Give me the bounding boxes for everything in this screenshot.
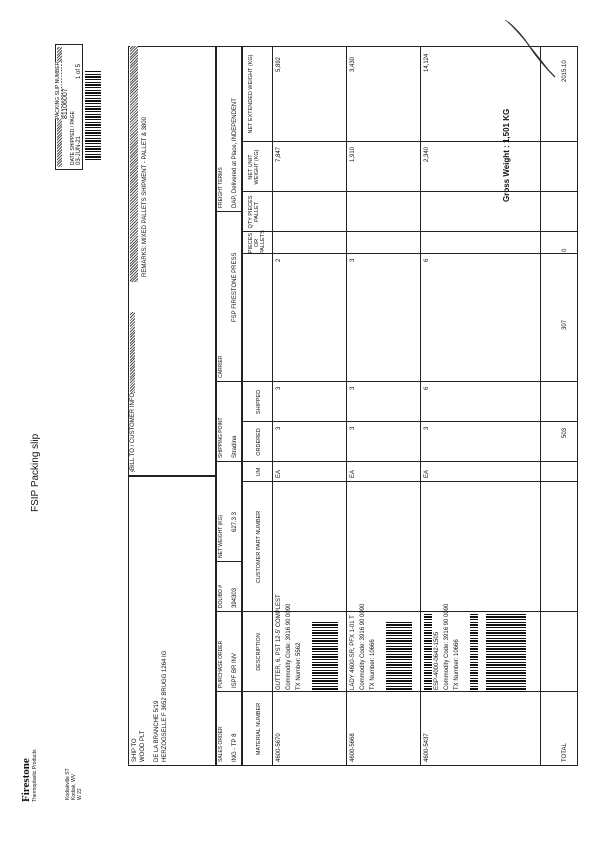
sales-order: ING - TP 8 bbox=[232, 733, 238, 762]
row-ext-weight: 5,892 bbox=[276, 56, 282, 72]
row-um: EA bbox=[424, 469, 430, 478]
doc-number-box bbox=[55, 44, 83, 170]
row-material: 4600-5437 bbox=[424, 733, 430, 762]
remarks-shading bbox=[130, 46, 138, 282]
doc-date-label: DATE SHIPPED / PAGE bbox=[70, 111, 76, 165]
bill-to-label: BILL TO / CUSTOMER INFO bbox=[130, 392, 136, 470]
net-weight: 627.3 3 bbox=[232, 511, 238, 532]
total-shipped: 307 bbox=[562, 319, 568, 330]
col-header-ordered: ORDERED bbox=[256, 428, 262, 456]
freight-terms-label: FREIGHT TERMS bbox=[218, 167, 224, 208]
col-header-pieces: PIECES OR PALLETS bbox=[248, 230, 266, 254]
row-tx-number: TX Number: 5562 bbox=[296, 642, 302, 690]
brand-block bbox=[20, 742, 38, 802]
sender-address-line: W 22 bbox=[77, 788, 83, 800]
row-material: 4600-5670 bbox=[276, 733, 282, 762]
ship-to-line: HERZOGSELLE F 3652 BRUGG 1264 IG bbox=[162, 650, 168, 762]
sales-order-label: SALES ORDER bbox=[218, 726, 224, 762]
dolibo-label: DOLIBO # bbox=[218, 584, 224, 608]
row-barcode bbox=[486, 612, 526, 692]
col-header-unit-weight: NET UNIT WEIGHT (KG) bbox=[248, 149, 260, 185]
row-ext-weight: 3,430 bbox=[350, 56, 356, 72]
row-um: EA bbox=[350, 469, 356, 478]
row-ordered: 3 bbox=[424, 426, 430, 430]
col-header-um: UM bbox=[256, 467, 262, 477]
purchase-order: ISPF BR INV bbox=[232, 652, 238, 688]
gross-weight-value: 1,501 KG bbox=[502, 108, 511, 144]
dolibo: 394303 bbox=[232, 587, 238, 608]
row-shipped: 3 bbox=[276, 386, 282, 390]
row-pieces: 3 bbox=[350, 258, 356, 262]
doc-page: 1 of 5 bbox=[76, 63, 82, 79]
net-weight-label: NET WEIGHT (KG) bbox=[218, 514, 224, 558]
remarks-text: REMARKS: MIXED PALLETS SHIPMENT - PALLET & 3800 bbox=[142, 117, 148, 277]
row-barcode bbox=[386, 622, 412, 692]
row-commodity: Commodity Code: 3916 90 0090 bbox=[360, 603, 366, 690]
gross-weight-label: Gross Weight : bbox=[502, 145, 511, 202]
sender-address bbox=[65, 768, 83, 800]
col-header-description: DESCRIPTION bbox=[256, 633, 262, 671]
row-um: EA bbox=[276, 469, 282, 478]
col-header-material: MATERIAL NUMBER bbox=[256, 702, 262, 756]
row-unit-weight: 1,910 bbox=[350, 146, 356, 162]
row-barcode bbox=[470, 612, 478, 692]
row-unit-weight: 7,847 bbox=[276, 146, 282, 162]
shipping-point: Stradina bbox=[232, 435, 238, 458]
ship-to-line: DE LA BRANCHE 5/19 bbox=[154, 700, 160, 762]
carrier: FSP FIRESTONE PRESS bbox=[232, 252, 238, 322]
carrier-label: CARRIER bbox=[218, 355, 224, 378]
row-shipped: 3 bbox=[350, 386, 356, 390]
total-ordered: 503 bbox=[562, 427, 568, 438]
row-tx-number: TX Number: 10666 bbox=[454, 639, 460, 690]
gross-weight bbox=[502, 109, 511, 202]
doc-date: 03-JUN-21 bbox=[76, 135, 82, 165]
row-barcode bbox=[312, 622, 338, 692]
brand-tagline: Thermoplastic Products bbox=[32, 749, 38, 802]
signature-mark bbox=[500, 12, 560, 82]
doc-number: 81106007 bbox=[62, 88, 69, 119]
doc-title: FSIP Packing slip bbox=[30, 433, 41, 512]
row-description: GUTTER, 6, PST 12-5' COMPLEST bbox=[276, 594, 282, 690]
sender-address-line: Kodiakville ST bbox=[65, 768, 71, 800]
doc-barcode bbox=[85, 70, 101, 160]
sender-address-line: Kodiak, WV bbox=[71, 773, 77, 800]
col-header-customer-part: CUSTOMER PART NUMBER bbox=[256, 510, 262, 584]
row-description: LADY 4600-SR, PFX 1-01 T bbox=[350, 615, 356, 690]
row-description: ESP-4000-0642-1505 bbox=[434, 631, 440, 690]
doc-number-label: PACKING SLIP NUMBER bbox=[55, 61, 61, 119]
ship-to-label: SHIP TO bbox=[132, 738, 138, 762]
shipping-point-label: SHIPPING POINT bbox=[218, 417, 224, 458]
row-commodity: Commodity Code: 3916 90 0090 bbox=[444, 603, 450, 690]
ship-to-box bbox=[128, 476, 216, 766]
row-material: 4600-5668 bbox=[350, 733, 356, 762]
row-unit-weight: 2,340 bbox=[424, 146, 430, 162]
col-header-qty: QTY PIECES PALLET bbox=[248, 195, 260, 229]
freight-terms: DAP, Delivered at Place, INDEPENDENT bbox=[232, 98, 238, 208]
col-header-shipped: SHIPPED bbox=[256, 389, 262, 415]
row-barcode bbox=[424, 612, 432, 692]
row-shipped: 6 bbox=[424, 386, 430, 390]
col-header-ext-weight: NET EXTENDED WEIGHT (KG) bbox=[248, 54, 254, 134]
row-ordered: 3 bbox=[276, 426, 282, 430]
ship-to-name: WOOD PLT bbox=[140, 730, 146, 762]
row-tx-number: TX Number: 10666 bbox=[370, 639, 376, 690]
purchase-order-label: PURCHASE ORDER bbox=[218, 640, 224, 688]
total-label: TOTAL bbox=[562, 743, 568, 762]
total-pallets: 0 bbox=[562, 248, 568, 252]
total-ext-weight: 2015.10 bbox=[562, 60, 568, 82]
row-ordered: 3 bbox=[350, 426, 356, 430]
row-pieces: 6 bbox=[424, 258, 430, 262]
row-pieces: 2 bbox=[276, 258, 282, 262]
brand-logo: Firestone bbox=[20, 758, 32, 802]
row-ext-weight: 14,124 bbox=[424, 53, 430, 72]
row-commodity: Commodity Code: 3916 90 0090 bbox=[286, 603, 292, 690]
